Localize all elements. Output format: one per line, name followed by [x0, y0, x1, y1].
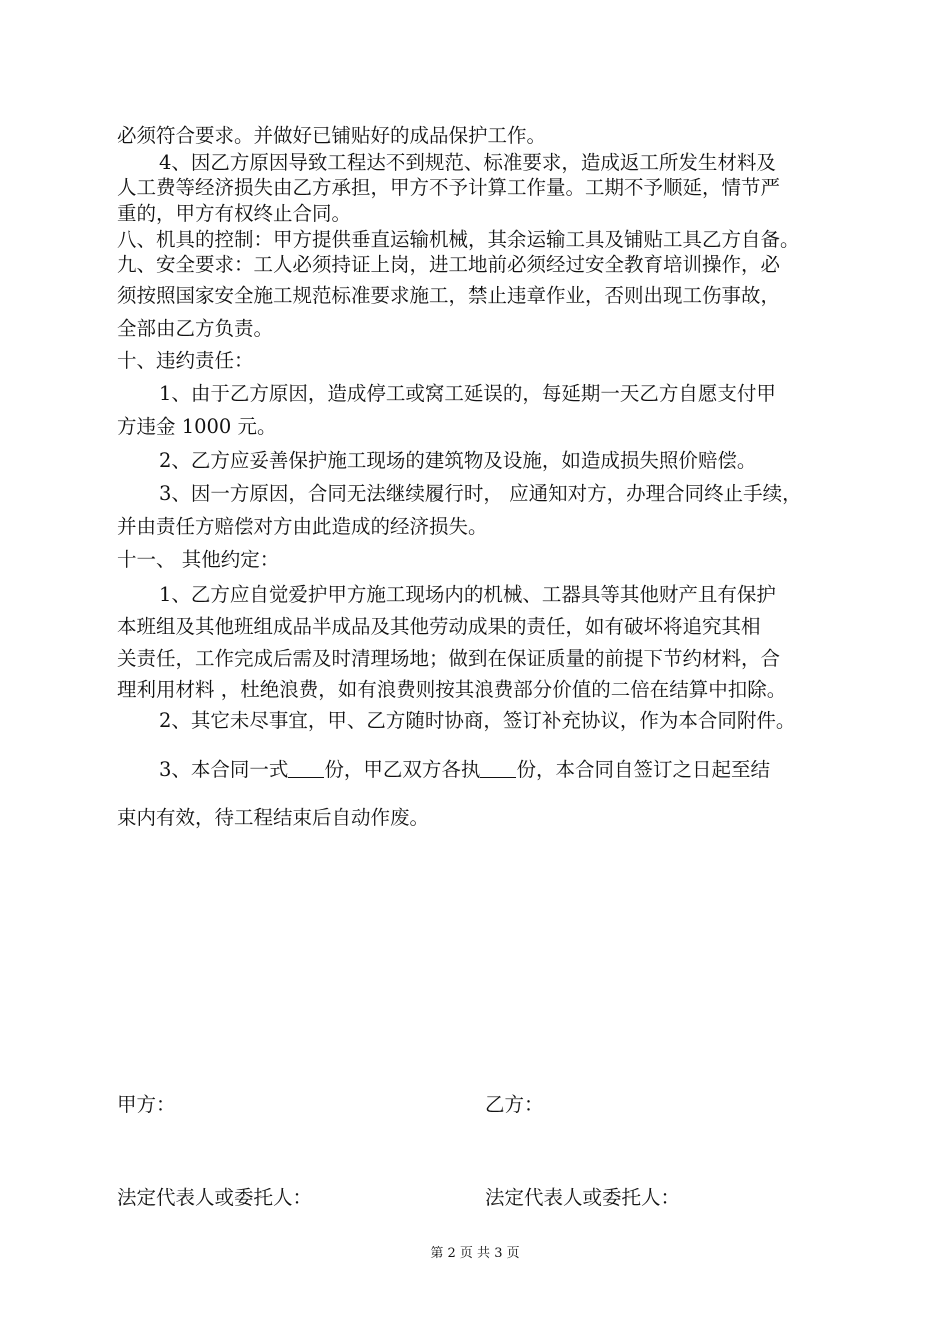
clause-8: 八、机具的控制：甲方提供垂直运输机械，其余运输工具及铺贴工具乙方自备。 [117, 228, 800, 251]
clause-11-3-part-1: 3、本合同一式 [159, 758, 289, 781]
party-b-representative-label: 法定代表人或委托人： [485, 1186, 681, 1209]
copies-each-blank [480, 759, 516, 778]
clause-10-title: 十、违约责任： [117, 349, 254, 372]
clause-11-title: 十一、 其他约定： [117, 548, 280, 571]
clause-10-1-line-2: 方违金 1000 元。 [117, 415, 277, 438]
clause-11-2: 2、其它未尽事宜，甲、乙方随时协商，签订补充协议，作为本合同附件。 [159, 709, 796, 732]
clause-11-1-line-3: 关责任，工作完成后需及时清理场地；做到在保证质量的前提下节约材料，合 [117, 647, 781, 670]
clause-10-1-line-1: 1、由于乙方原因，造成停工或窝工延误的，每延期一天乙方自愿支付甲 [159, 382, 776, 405]
clause-9-line-3: 全部由乙方负责。 [117, 317, 274, 340]
party-b-label: 乙方： [485, 1093, 544, 1116]
clause-7-4-line-2: 人工费等经济损失由乙方承担，甲方不予计算工作量。工期不予顺延，情节严 [117, 176, 781, 199]
clause-11-3-part-3: 份，本合同自签订之日起至结 [516, 758, 770, 781]
page-number: 第 2 页 共 3 页 [430, 1246, 520, 1261]
party-a-representative-label: 法定代表人或委托人： [117, 1186, 313, 1209]
copies-total-blank [288, 759, 324, 778]
clause-10-3-line-1: 3、因一方原因，合同无法继续履行时， 应通知对方，办理合同终止手续， [159, 482, 802, 505]
clause-10-3-line-2: 并由责任方赔偿对方由此造成的经济损失。 [117, 515, 488, 538]
clause-10-2: 2、乙方应妥善保护施工现场的建筑物及设施，如造成损失照价赔偿。 [159, 449, 757, 472]
party-a-label: 甲方： [117, 1093, 176, 1116]
clause-11-1-line-2: 本班组及其他班组成品半成品及其他劳动成果的责任，如有破坏将追究其相 [117, 615, 761, 638]
clause-7-4-line-3: 重的，甲方有权终止合同。 [117, 202, 352, 225]
clause-9-line-2: 须按照国家安全施工规范标准要求施工，禁止违章作业，否则出现工伤事故， [117, 284, 781, 307]
clause-11-3-line-2: 束内有效，待工程结束后自动作废。 [117, 806, 430, 829]
clause-9-line-1: 九、安全要求：工人必须持证上岗，进工地前必须经过安全教育培训操作，必 [117, 253, 781, 276]
clause-11-1-line-1: 1、乙方应自觉爱护甲方施工现场内的机械、工器具等其他财产且有保护 [159, 583, 776, 606]
clause-11-3-part-2: 份，甲乙双方各执 [324, 758, 481, 781]
clause-7-tail: 必须符合要求。并做好已铺贴好的成品保护工作。 [117, 124, 547, 147]
clause-11-1-line-4: 理利用材料 ，杜绝浪费，如有浪费则按其浪费部分价值的二倍在结算中扣除。 [117, 678, 787, 701]
clause-7-4-line-1: 4、因乙方原因导致工程达不到规范、标准要求，造成返工所发生材料及 [159, 151, 776, 174]
clause-11-3-line-1 [0, 757, 950, 783]
